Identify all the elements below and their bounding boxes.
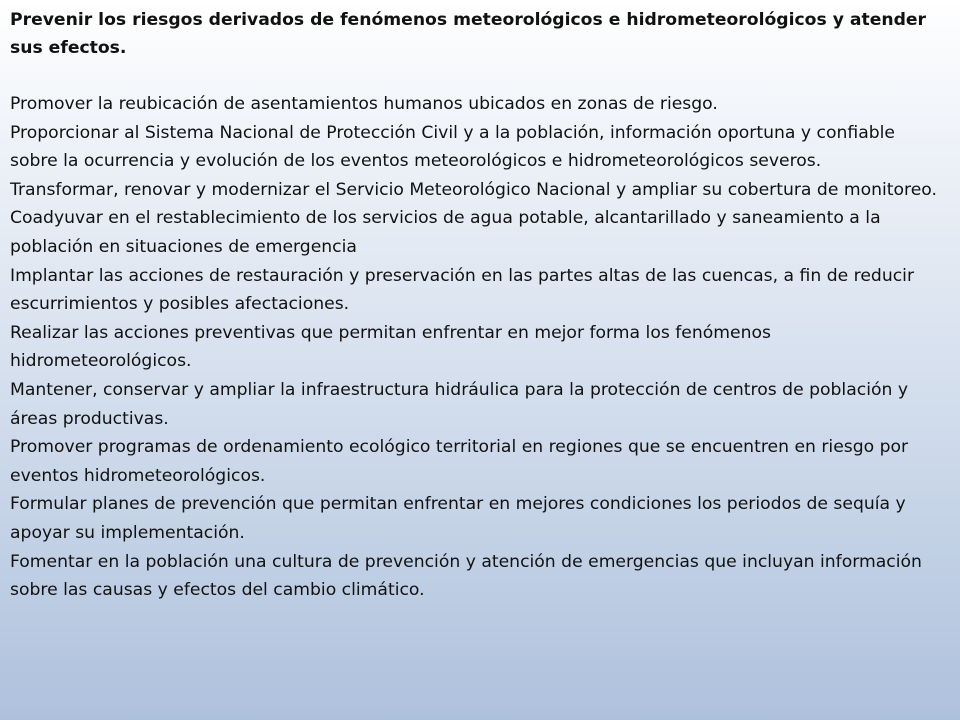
slide-heading: Prevenir los riesgos derivados de fenómenos meteorológicos e hidrometeorológicos y atender sus efectos. [10,10,927,58]
action-list [10,90,946,605]
action-item-8: Promover programas de ordenamiento ecológico territorial en regiones que se encuentren en riesgo por eventos hidrometeorológicos. [10,437,909,486]
action-item-7: Mantener, conservar y ampliar la infraestructura hidráulica para la protección de centros de población y áreas productivas. [10,379,909,429]
action-item-2: Proporcionar al Sistema Nacional de Protección Civil y a la población, información oportuna y confiable sobre la ocurrencia y evolución de los eventos meteorológicos e hidrometeorológicos severos. [10,122,895,172]
spacer [10,62,946,90]
action-item-5: Implantar las acciones de restauración y preservación en las partes altas de las cuencas, a fin de reducir escurrimientos y posibles afectaciones. [10,265,915,315]
action-item-10: Fomentar en la población una cultura de prevención y atención de emergencias que incluyan información sobre las causas y efectos del cambio climático. [10,551,922,601]
action-item-1: Promover la reubicación de asentamientos humanos ubicados en zonas de riesgo. [10,94,718,114]
action-item-3: Transformar, renovar y modernizar el Servicio Meteorológico Nacional y ampliar su cobertura de monitoreo. [10,179,937,200]
action-item-6: Realizar las acciones preventivas que permitan enfrentar en mejor forma los fenómenos hidrometeorológicos. [10,322,771,372]
action-item-9: Formular planes de prevención que permitan enfrentar en mejores condiciones los periodos de sequía y apoyar su implementación. [10,494,906,543]
action-item-4: Coadyuvar en el restablecimiento de los servicios de agua potable, alcantarillado y saneamiento a la población en situaciones de emergencia [10,208,881,257]
